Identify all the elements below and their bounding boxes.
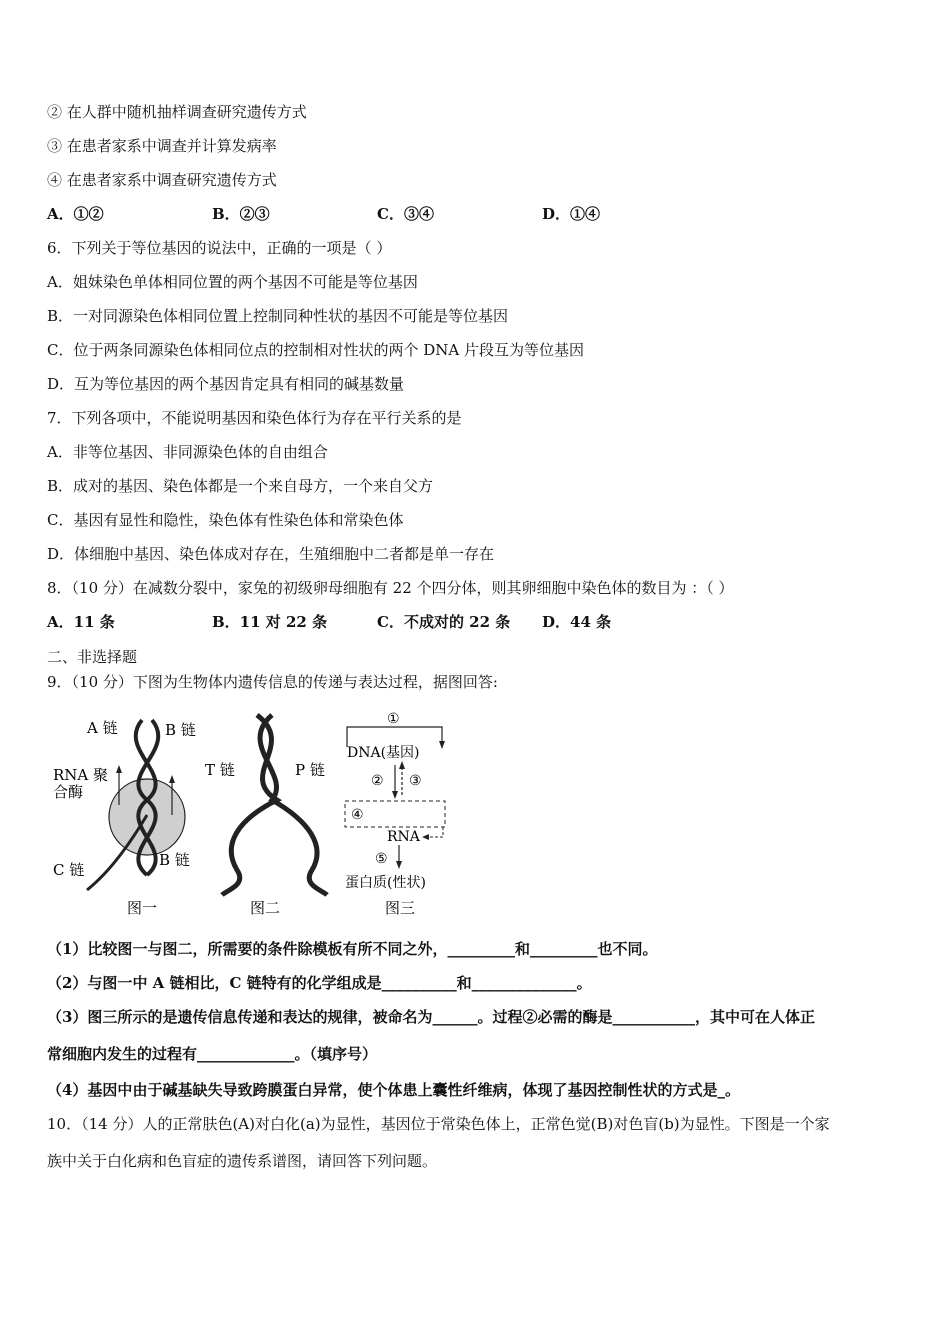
fig3-process-1: ① [387, 711, 400, 727]
figure-one [53, 719, 196, 917]
q9-sub3-line2: 常细胞内发生的过程有_____________。（填序号） [47, 1045, 378, 1063]
q7-option-b: B．成对的基因、染色体都是一个来自母方，一个来自父方 [47, 477, 434, 495]
fig2-p-chain-label: P 链 [295, 761, 325, 779]
q5-option-d: D．①④ [542, 205, 601, 223]
q9-sub4: （4）基因中由于碱基缺失导致跨膜蛋白异常，使个体患上囊性纤维病，体现了基因控制性状的方式是_。 [47, 1081, 740, 1099]
q9-stem: 9．（10 分）下图为生物体内遗传信息的传递与表达过程，据图回答: [47, 673, 498, 691]
q6-stem: 6．下列关于等位基因的说法中，正确的一项是（ ） [47, 239, 392, 257]
q8-option-c: C．不成对的 22 条 [377, 613, 511, 631]
fig3-rna-label: RNA [387, 829, 420, 845]
fig3-dna-label: DNA(基因) [347, 745, 420, 761]
q6-option-c: C．位于两条同源染色体相同位点的控制相对性状的两个 DNA 片段互为等位基因 [47, 341, 585, 359]
fig1-enzyme-label: 合酶 [53, 783, 84, 801]
fig3-caption: 图三 [385, 899, 416, 917]
q9-sub1: （1）比较图一与图二，所需要的条件除模板有所不同之外，_________和_________也不同。 [47, 940, 658, 958]
q6-option-a: A．姐妹染色单体相同位置的两个基因不可能是等位基因 [47, 273, 418, 291]
q8-option-a: A．11 条 [47, 613, 115, 631]
q7-option-d: D．体细胞中基因、染色体成对存在，生殖细胞中二者都是单一存在 [47, 545, 495, 563]
q8-option-d: D．44 条 [542, 613, 612, 631]
section-heading: 二、非选择题 [47, 648, 138, 666]
q8-stem: 8．（10 分）在减数分裂中，家兔的初级卵母细胞有 22 个四分体，则其卵细胞中染色体的数目为 ：（ ） [47, 579, 734, 597]
fig1-caption: 图一 [127, 899, 158, 917]
fig2-t-chain-label: T 链 [205, 761, 235, 779]
fig3-process-2: ② [371, 773, 384, 789]
q7-stem: 7．下列各项中，不能说明基因和染色体行为存在平行关系的是 [47, 409, 462, 427]
q10-line1: 10．（14 分）人的正常肤色(A)对白化(a)为显性，基因位于常染色体上，正常色觉(B)对色盲(b)为显性。下图是一个家 [47, 1115, 830, 1133]
q5-option-c: C．③④ [377, 205, 434, 223]
q7-option-a: A．非等位基因、非同源染色体的自由组合 [47, 443, 328, 461]
q9-sub3-line1: （3）图三所示的是遗传信息传递和表达的规律，被命名为______。过程②必需的酶是___________，其中可在人体正 [47, 1008, 815, 1026]
q5-option-b: B．②③ [212, 205, 270, 223]
fig3-process-4: ④ [351, 807, 364, 823]
q5-item-4: ④ 在患者家系中调查研究遗传方式 [47, 171, 277, 189]
q8-option-b: B．11 对 22 条 [212, 613, 328, 631]
q5-item-3: ③ 在患者家系中调查并计算发病率 [47, 137, 277, 155]
fig1-b-chain-top-label: B 链 [165, 721, 196, 739]
figure-two [205, 715, 327, 917]
q10-line2: 族中关于白化病和色盲症的遗传系谱图，请回答下列问题。 [47, 1152, 438, 1170]
q6-option-d: D．互为等位基因的两个基因肯定具有相同的碱基数量 [47, 375, 405, 393]
fig1-b-chain-bottom-label: B 链 [159, 851, 190, 869]
q9-figure [47, 705, 467, 925]
q9-sub2: （2）与图一中 A 链相比，C 链特有的化学组成是__________和______________。 [47, 974, 592, 992]
fig1-c-chain-label: C 链 [53, 861, 85, 879]
q5-option-a: A．①② [47, 205, 104, 223]
fig3-protein-label: 蛋白质(性状) [345, 875, 426, 891]
fig1-a-chain-label: A 链 [87, 719, 118, 737]
q7-option-c: C．基因有显性和隐性，染色体有性染色体和常染色体 [47, 511, 404, 529]
fig3-process-3: ③ [409, 773, 422, 789]
fig1-rna-label: RNA 聚 [53, 766, 109, 784]
fig3-process-5: ⑤ [375, 851, 388, 867]
fig2-caption: 图二 [250, 899, 281, 917]
q6-option-b: B．一对同源染色体相同位置上控制同种性状的基因不可能是等位基因 [47, 307, 509, 325]
figure-three [345, 711, 445, 917]
q5-item-2: ② 在人群中随机抽样调查研究遗传方式 [47, 103, 307, 121]
